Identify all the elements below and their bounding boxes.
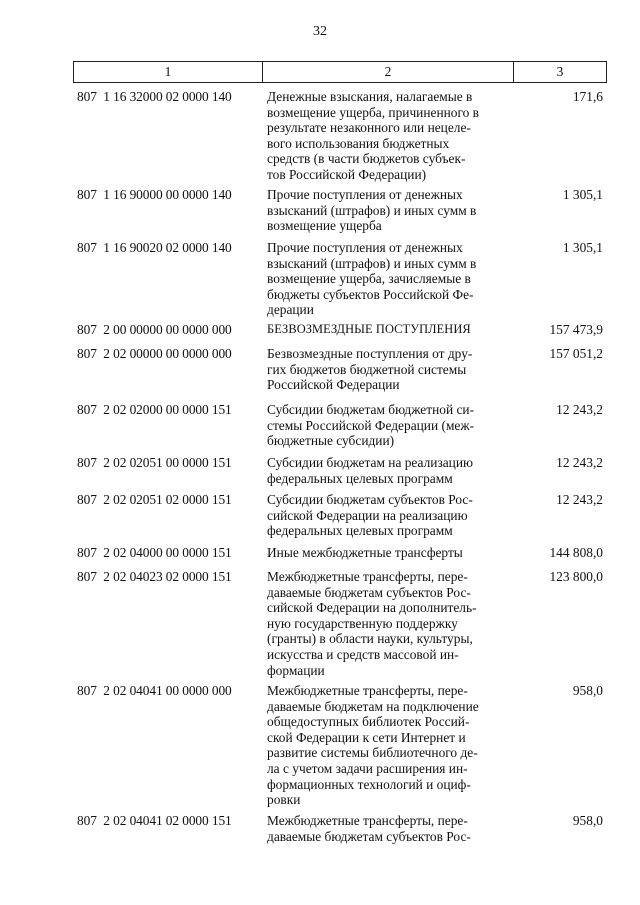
- budget-code: 807 2 02 02051 00 0000 151: [77, 455, 232, 470]
- header-col-1: 1: [74, 62, 263, 82]
- budget-code: 807 2 02 04041 00 0000 000: [77, 683, 232, 698]
- row-description: Прочие поступления от денежных взысканий (штрафов) и иных сумм в возмещение ущерба, зачисляемые в бюджеты субъектов Российской Фе- дерации: [267, 240, 477, 318]
- row-amount: 12 243,2: [556, 455, 603, 470]
- budget-code: 807 2 02 04041 02 0000 151: [77, 813, 232, 828]
- row-amount: 1 305,1: [562, 187, 603, 202]
- row-amount: 157 051,2: [549, 346, 603, 361]
- budget-code: 807 1 16 32000 02 0000 140: [77, 89, 232, 104]
- row-description: Безвозмездные поступления от дру- гих бюджетов бюджетной системы Российской Федерации: [267, 346, 473, 393]
- header-col-3: 3: [556, 64, 564, 79]
- header-col-2: 2: [263, 62, 514, 82]
- row-amount: 12 243,2: [556, 492, 603, 507]
- budget-code: 807 2 02 04000 00 0000 151: [77, 545, 232, 560]
- row-description: Иные межбюджетные трансферты: [267, 545, 463, 560]
- row-description: Межбюджетные трансферты, пере- даваемые бюджетам на подключение общедоступных библиотек Россий- ской Федерации к сети Интернет и развитие системы библиотечного де- ла с учетом задачи расширения ин- формационных технологий и оциф- ровки: [267, 683, 479, 808]
- row-description: Межбюджетные трансферты, пере- даваемые бюджетам субъектов Рос- сийской Федерации на дополнитель- ную государственную поддержку (гранты) в области науки, культуры, искусства и средств массовой ин- формации: [267, 569, 477, 678]
- row-description: Субсидии бюджетам субъектов Рос- сийской Федерации на реализацию федеральных целевых программ: [267, 492, 473, 539]
- row-amount: 123 800,0: [549, 569, 603, 584]
- row-amount: 144 808,0: [549, 545, 603, 560]
- row-description: Межбюджетные трансферты, пере- даваемые бюджетам субъектов Рос-: [267, 813, 471, 844]
- table-header: [73, 61, 607, 83]
- row-amount: 171,6: [572, 89, 603, 104]
- budget-code: 807 2 00 00000 00 0000 000: [77, 322, 232, 337]
- budget-code: 807 1 16 90020 02 0000 140: [77, 240, 232, 255]
- page-number: 32: [313, 24, 327, 39]
- row-description: БЕЗВОЗМЕЗДНЫЕ ПОСТУПЛЕНИЯ: [267, 322, 471, 336]
- row-amount: 12 243,2: [556, 402, 603, 417]
- budget-code: 807 2 02 00000 00 0000 000: [77, 346, 232, 361]
- budget-code: 807 2 02 02051 02 0000 151: [77, 492, 232, 507]
- row-amount: 958,0: [572, 813, 603, 828]
- budget-code: 807 2 02 02000 00 0000 151: [77, 402, 232, 417]
- budget-code: 807 2 02 04023 02 0000 151: [77, 569, 232, 584]
- row-description: Субсидии бюджетам на реализацию федеральных целевых программ: [267, 455, 474, 486]
- row-amount: 157 473,9: [549, 322, 603, 337]
- row-amount: 1 305,1: [562, 240, 603, 255]
- row-amount: 958,0: [572, 683, 603, 698]
- row-description: Прочие поступления от денежных взысканий (штрафов) и иных сумм в возмещение ущерба: [267, 187, 477, 234]
- row-description: Субсидии бюджетам бюджетной си- стемы Российской Федерации (меж- бюджетные субсидии): [267, 402, 475, 449]
- budget-code: 807 1 16 90000 00 0000 140: [77, 187, 232, 202]
- row-description: Денежные взыскания, налагаемые в возмещение ущерба, причиненного в результате незаконного или нецеле- вого использования бюджетных средств (в части бюджетов субъек- тов Российской Федерации): [267, 89, 480, 182]
